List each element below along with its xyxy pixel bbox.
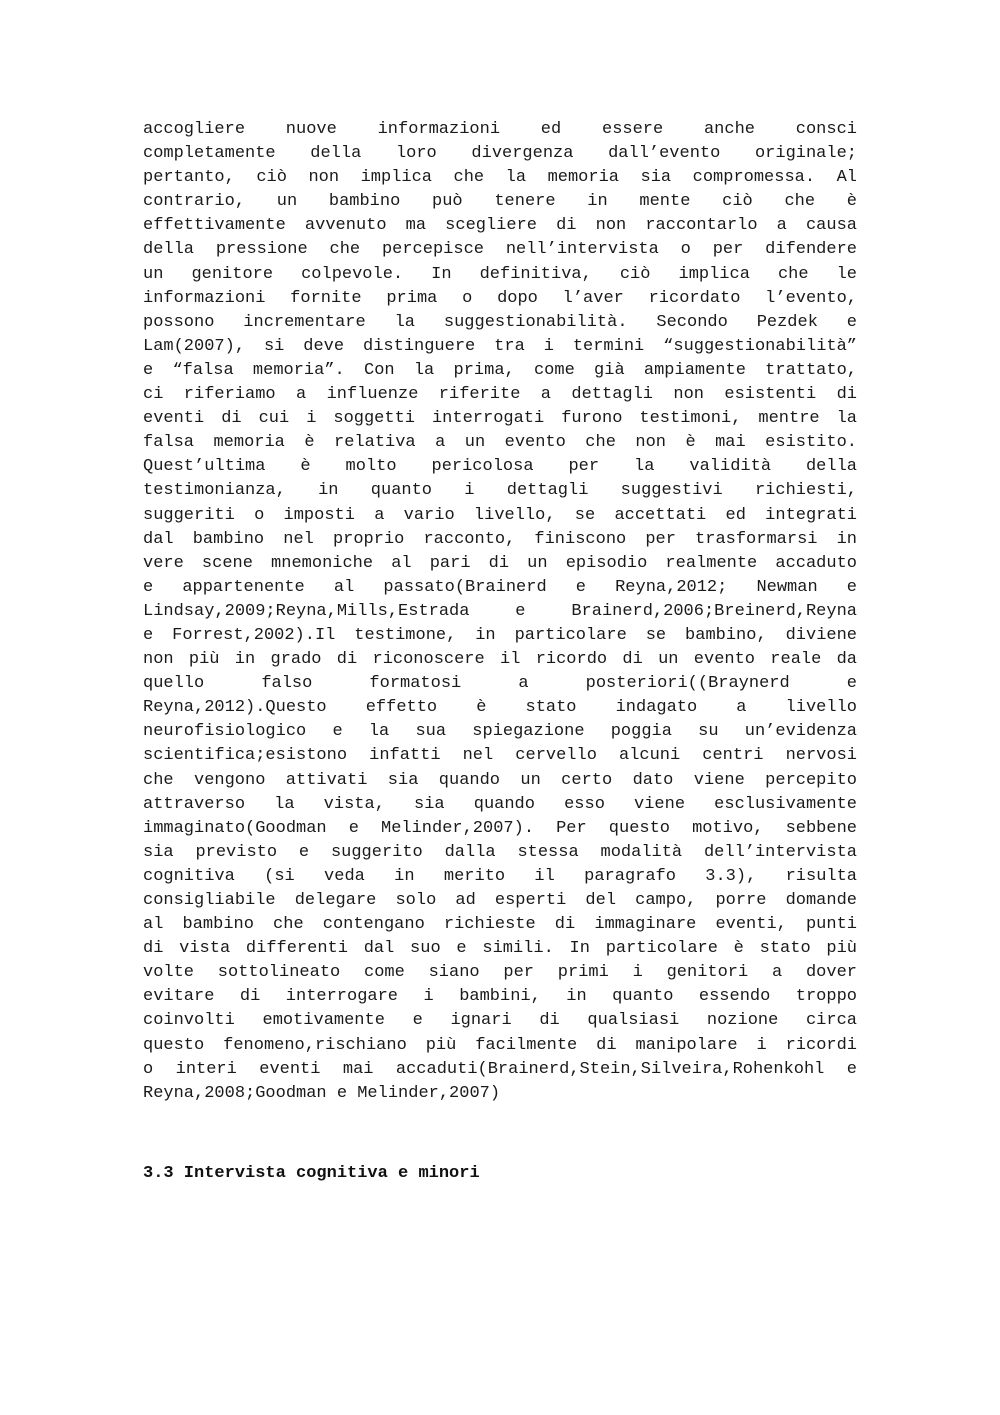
paragraph-line: e “falsa memoria”. Con la prima, come già ampiamente trattato,	[143, 360, 857, 380]
section-heading: 3.3 Intervista cognitiva e minori	[143, 1164, 480, 1183]
paragraph-line: pertanto, ciò non implica che la memoria sia compromessa. Al	[143, 168, 857, 188]
paragraph-line: informazioni fornite prima o dopo l’aver ricordato l’evento,	[143, 288, 857, 308]
paragraph-line: quello falso formatosi a posteriori((Braynerd e	[143, 674, 857, 694]
paragraph-line: falsa memoria è relativa a un evento che non è mai esistito.	[143, 433, 857, 453]
paragraph-line: contrario, un bambino può tenere in mente ciò che è	[143, 192, 857, 212]
body-paragraph	[143, 118, 857, 1106]
paragraph-line: cognitiva (si veda in merito il paragrafo 3.3), risulta	[143, 866, 857, 886]
paragraph-line: effettivamente avvenuto ma scegliere di non raccontarlo a causa	[143, 216, 857, 236]
paragraph-line: possono incrementare la suggestionabilità. Secondo Pezdek e	[143, 312, 857, 332]
paragraph-line: scientifica;esistono infatti nel cervello alcuni centri nervosi	[143, 746, 857, 766]
paragraph-line: ci riferiamo a influenze riferite a dettagli non esistenti di	[143, 385, 857, 405]
paragraph-line: della pressione che percepisce nell’intervista o per difendere	[143, 240, 857, 260]
paragraph-line: immaginato(Goodman e Melinder,2007). Per questo motivo, sebbene	[143, 818, 857, 838]
paragraph-line: Lindsay,2009;Reyna,Mills,Estrada e Brainerd,2006;Breinerd,Reyna	[143, 601, 857, 621]
paragraph-line: volte sottolineato come siano per primi i genitori a dover	[143, 963, 857, 983]
paragraph-line: Lam(2007), si deve distinguere tra i termini “suggestionabilità”	[143, 336, 857, 356]
paragraph-line: accogliere nuove informazioni ed essere anche consci	[143, 120, 857, 139]
paragraph-line: neurofisiologico e la sua spiegazione poggia su un’evidenza	[143, 722, 857, 742]
paragraph-line: testimonianza, in quanto i dettagli suggestivi richiesti,	[143, 481, 857, 501]
paragraph-line: o interi eventi mai accaduti(Brainerd,Stein,Silveira,Rohenkohl e	[143, 1059, 857, 1079]
paragraph-line: vere scene mnemoniche al pari di un episodio realmente accaduto	[143, 553, 857, 573]
paragraph-line: un genitore colpevole. In definitiva, ciò implica che le	[143, 264, 857, 284]
paragraph-line: eventi di cui i soggetti interrogati furono testimoni, mentre la	[143, 409, 857, 429]
paragraph-line: Reyna,2012).Questo effetto è stato indagato a livello	[143, 698, 857, 718]
paragraph-line: questo fenomeno,rischiano più facilmente di manipolare i ricordi	[143, 1035, 857, 1055]
paragraph-line: al bambino che contengano richieste di immaginare eventi, punti	[143, 915, 857, 935]
paragraph-line: consigliabile delegare solo ad esperti del campo, porre domande	[143, 891, 857, 910]
paragraph-line: completamente della loro divergenza dall’evento originale;	[143, 144, 857, 164]
paragraph-line: evitare di interrogare i bambini, in quanto essendo troppo	[143, 987, 857, 1007]
paragraph-line: di vista differenti dal suo e simili. In particolare è stato più	[143, 939, 857, 959]
paragraph-line: attraverso la vista, sia quando esso viene esclusivamente	[143, 794, 857, 814]
paragraph-line: e Forrest,2002).Il testimone, in particolare se bambino, diviene	[143, 625, 857, 645]
paragraph-line: Reyna,2008;Goodman e Melinder,2007)	[143, 1083, 501, 1103]
paragraph-line: e appartenente al passato(Brainerd e Reyna,2012; Newman e	[143, 577, 857, 597]
paragraph-line: non più in grado di riconoscere il ricordo di un evento reale da	[143, 650, 857, 670]
paragraph-line: sia previsto e suggerito dalla stessa modalità dell’intervista	[143, 842, 857, 862]
paragraph-line: coinvolti emotivamente e ignari di qualsiasi nozione circa	[143, 1011, 857, 1031]
paragraph-line: suggeriti o imposti a vario livello, se accettati ed integrati	[143, 505, 857, 525]
paragraph-line: dal bambino nel proprio racconto, finiscono per trasformarsi in	[143, 529, 857, 549]
paragraph-line: che vengono attivati sia quando un certo dato viene percepito	[143, 770, 857, 790]
paragraph-line: Quest’ultima è molto pericolosa per la validità della	[143, 457, 857, 477]
